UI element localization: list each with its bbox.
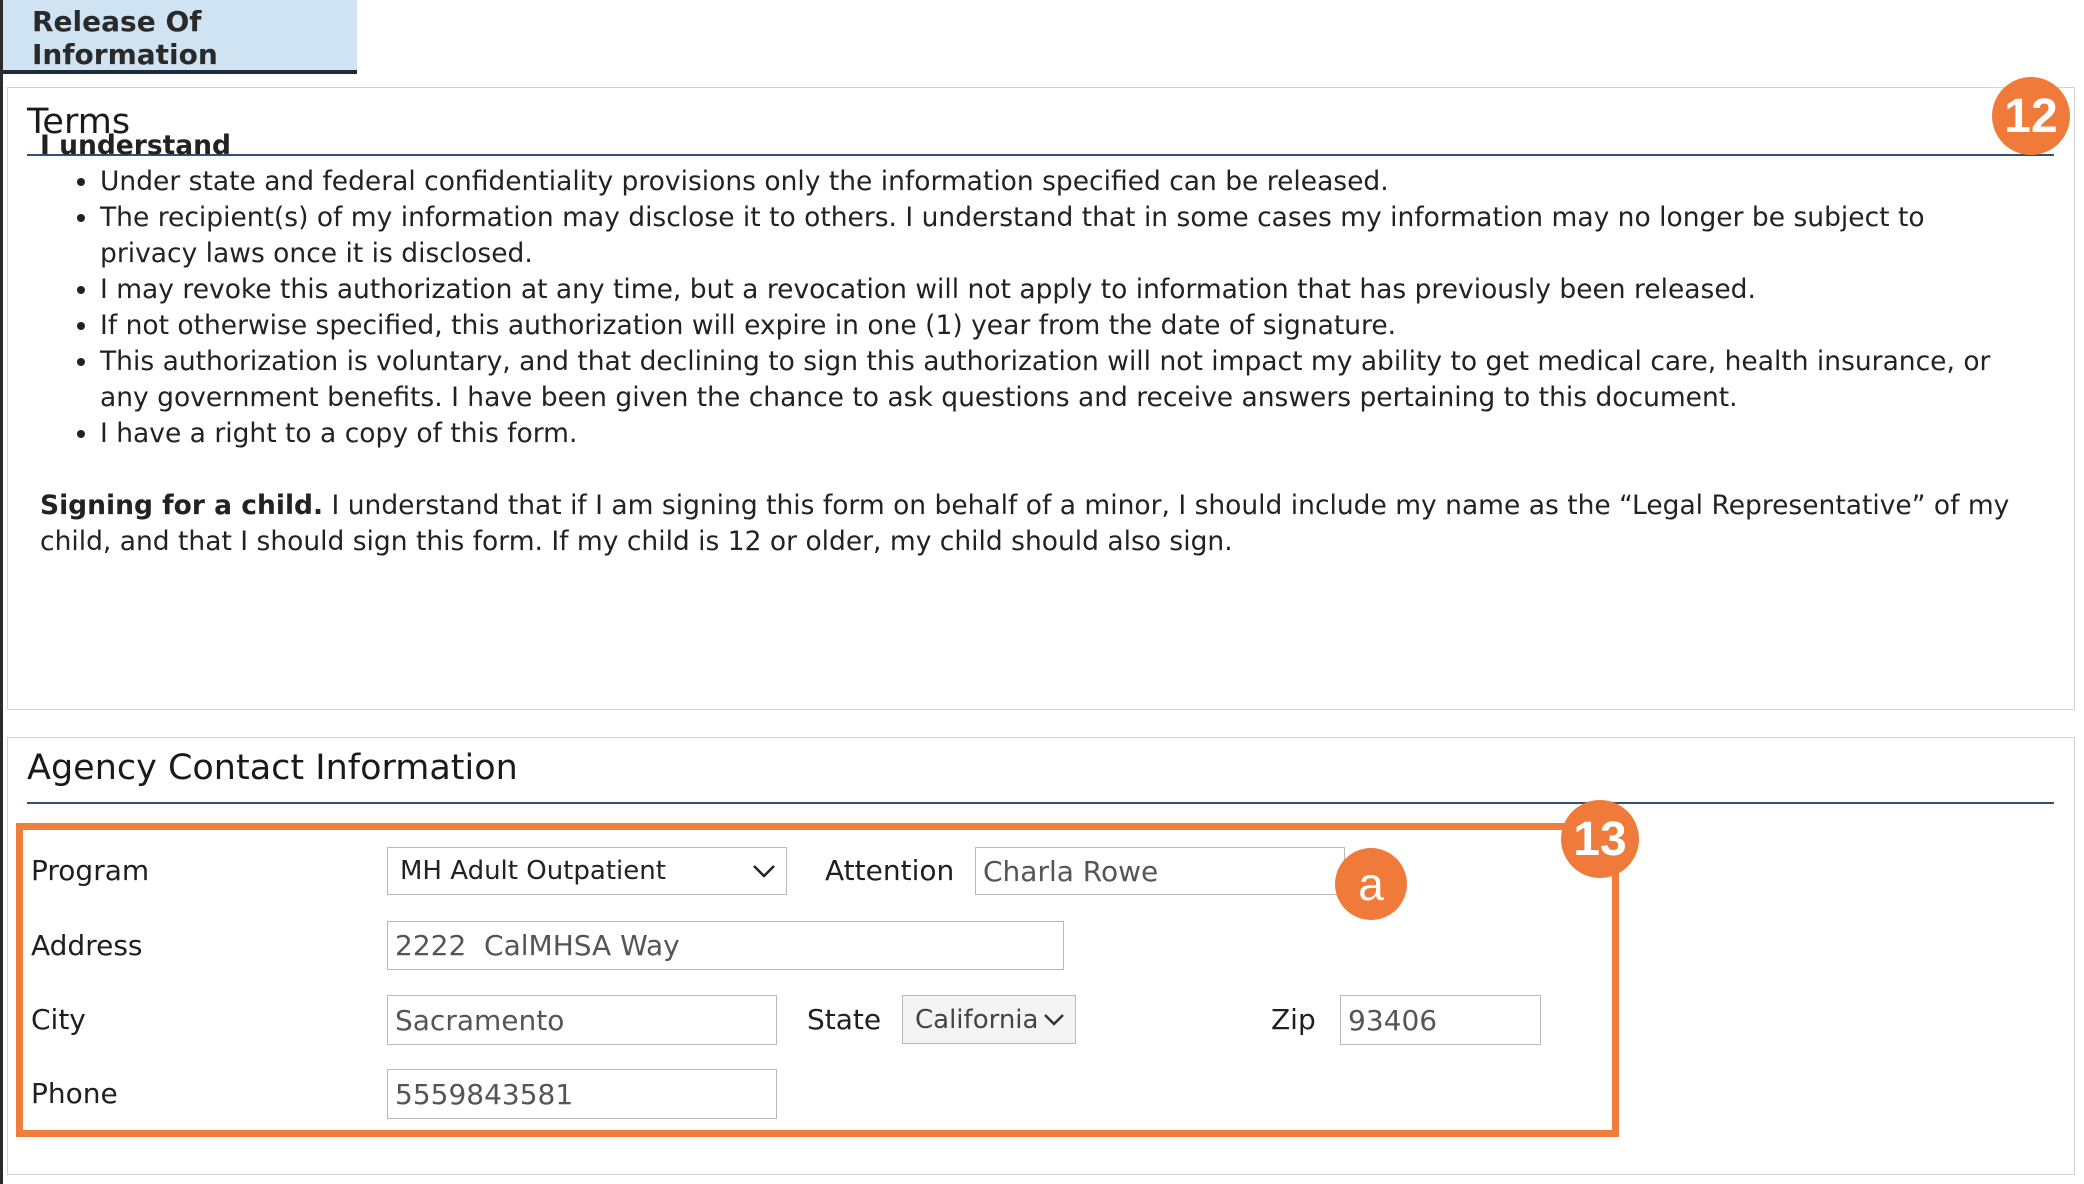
callout-badge-a: a [1335, 848, 1407, 920]
zip-value: 93406 [1348, 1003, 1438, 1037]
signing-bold: Signing for a child. [40, 490, 324, 521]
program-select[interactable] [387, 847, 787, 895]
agency-divider [27, 802, 2054, 804]
terms-item: • I may revoke this authorization at any time, but a revocation will not apply to information that has previously been released. [100, 272, 2020, 308]
attention-value: Charla Rowe [983, 854, 1159, 888]
city-value: Sacramento [395, 1003, 565, 1037]
program-value: MH Adult Outpatient [400, 856, 666, 886]
city-label: City [31, 1003, 86, 1036]
terms-title: Terms [27, 102, 131, 142]
address-label: Address [31, 929, 143, 962]
terms-item: • If not otherwise specified, this authorization will expire in one (1) year from the date of signature. [100, 308, 2020, 344]
phone-label: Phone [31, 1077, 118, 1110]
tab-label: Release Of Information [32, 5, 218, 71]
state-value: California [915, 1004, 1039, 1035]
callout-badge-12: 12 [1992, 77, 2070, 155]
chevron-down-icon [1043, 1013, 1065, 1027]
terms-item: • The recipient(s) of my information may disclose it to others. I understand that in some cases my information may no longer be subject to privacy laws once it is disclosed. [100, 200, 2020, 272]
program-label: Program [31, 854, 150, 887]
phone-field[interactable] [387, 1069, 777, 1119]
address-field[interactable] [387, 921, 1064, 970]
chevron-down-icon [752, 863, 776, 879]
agency-title: Agency Contact Information [27, 748, 518, 788]
signing-paragraph [40, 488, 2020, 560]
window-left-border [0, 0, 3, 1184]
terms-body [40, 128, 2020, 560]
zip-field[interactable] [1340, 995, 1541, 1045]
terms-item: • Under state and federal confidentiality provisions only the information specified can be released. [100, 164, 2020, 200]
terms-item: • I have a right to a copy of this form. [100, 416, 2020, 452]
terms-item: • This authorization is voluntary, and that declining to sign this authorization will not impact my ability to get medical care, health insurance, or any government benefits. I have been given the chance to ask questions and receive answers pertaining to this document. [100, 344, 2020, 416]
phone-value: 5559843581 [395, 1077, 574, 1111]
understand-heading: I understand [40, 130, 231, 161]
address-value: 2222 CalMHSA Way [395, 929, 680, 962]
attention-label: Attention [825, 854, 955, 887]
city-field[interactable] [387, 995, 777, 1045]
callout-badge-13: 13 [1561, 800, 1639, 878]
tab-release-of-information[interactable] [3, 0, 357, 74]
terms-list [40, 164, 2020, 452]
signing-text: I understand that if I am signing this form on behalf of a minor, I should include my name as the “Legal Representative” of my child, and that I should sign this form. If my child is 12 or older, my child should also sign. [40, 490, 2010, 557]
attention-field[interactable] [975, 847, 1345, 895]
zip-label: Zip [1271, 1003, 1316, 1036]
state-label: State [807, 1003, 882, 1036]
state-select[interactable] [902, 995, 1076, 1044]
